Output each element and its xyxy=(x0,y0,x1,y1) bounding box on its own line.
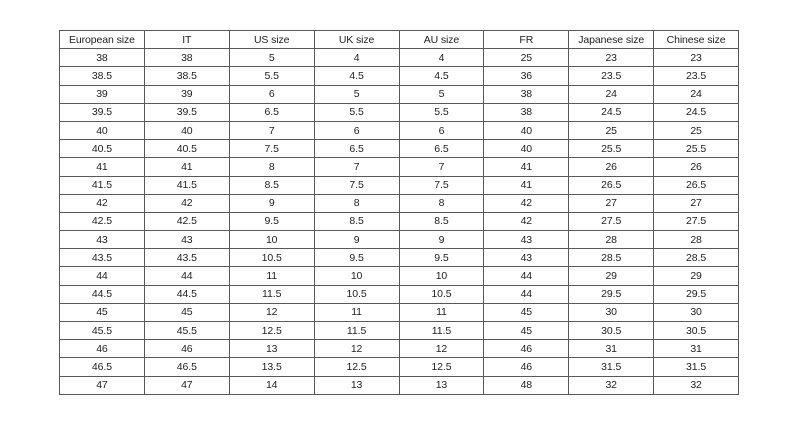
table-cell: 26 xyxy=(569,158,654,176)
table-cell: 8.5 xyxy=(229,176,314,194)
table-cell: 24.5 xyxy=(569,103,654,121)
table-cell: 5.5 xyxy=(229,67,314,85)
table-cell: 43.5 xyxy=(144,249,229,267)
table-cell: 44 xyxy=(144,267,229,285)
column-header: Chinese size xyxy=(654,31,739,49)
table-cell: 41 xyxy=(484,176,569,194)
table-cell: 10.5 xyxy=(314,285,399,303)
table-cell: 41.5 xyxy=(144,176,229,194)
table-cell: 30 xyxy=(569,303,654,321)
table-cell: 40.5 xyxy=(60,140,145,158)
column-header: AU size xyxy=(399,31,484,49)
table-cell: 42.5 xyxy=(60,212,145,230)
table-cell: 46 xyxy=(60,340,145,358)
table-cell: 32 xyxy=(569,376,654,394)
table-cell: 12 xyxy=(399,340,484,358)
table-cell: 26 xyxy=(654,158,739,176)
table-cell: 40 xyxy=(60,121,145,139)
table-cell: 46 xyxy=(484,358,569,376)
table-cell: 14 xyxy=(229,376,314,394)
table-cell: 6 xyxy=(399,121,484,139)
table-cell: 10.5 xyxy=(229,249,314,267)
table-cell: 44 xyxy=(484,267,569,285)
table-cell: 40 xyxy=(484,140,569,158)
table-cell: 38 xyxy=(484,103,569,121)
table-cell: 45.5 xyxy=(144,322,229,340)
table-row xyxy=(60,376,739,394)
table-cell: 23.5 xyxy=(654,67,739,85)
table-cell: 9 xyxy=(399,231,484,249)
table-cell: 39.5 xyxy=(144,103,229,121)
column-header: IT xyxy=(144,31,229,49)
column-header: FR xyxy=(484,31,569,49)
table-cell: 40.5 xyxy=(144,140,229,158)
table-row xyxy=(60,103,739,121)
table-cell: 31 xyxy=(654,340,739,358)
table-cell: 11 xyxy=(399,303,484,321)
table-cell: 39 xyxy=(60,85,145,103)
table-cell: 23.5 xyxy=(569,67,654,85)
table-cell: 5.5 xyxy=(399,103,484,121)
table-cell: 45.5 xyxy=(60,322,145,340)
table-cell: 25 xyxy=(484,49,569,67)
table-cell: 38 xyxy=(60,49,145,67)
table-row xyxy=(60,303,739,321)
table-cell: 5 xyxy=(229,49,314,67)
table-cell: 9 xyxy=(314,231,399,249)
table-cell: 11.5 xyxy=(314,322,399,340)
table-cell: 12 xyxy=(229,303,314,321)
table-cell: 44.5 xyxy=(60,285,145,303)
table-cell: 29.5 xyxy=(654,285,739,303)
table-cell: 43.5 xyxy=(60,249,145,267)
table-cell: 11 xyxy=(229,267,314,285)
table-cell: 41 xyxy=(484,158,569,176)
table-cell: 10 xyxy=(399,267,484,285)
table-cell: 7 xyxy=(314,158,399,176)
table-cell: 41.5 xyxy=(60,176,145,194)
table-cell: 42.5 xyxy=(144,212,229,230)
table-cell: 27.5 xyxy=(654,212,739,230)
table-cell: 30.5 xyxy=(569,322,654,340)
table-cell: 40 xyxy=(144,121,229,139)
table-cell: 7 xyxy=(399,158,484,176)
table-cell: 13 xyxy=(399,376,484,394)
table-cell: 42 xyxy=(144,194,229,212)
table-row xyxy=(60,285,739,303)
table-cell: 25.5 xyxy=(569,140,654,158)
table-cell: 10.5 xyxy=(399,285,484,303)
table-cell: 28.5 xyxy=(569,249,654,267)
table-cell: 42 xyxy=(60,194,145,212)
size-conversion-table xyxy=(59,30,739,395)
table-cell: 12.5 xyxy=(314,358,399,376)
table-cell: 43 xyxy=(484,249,569,267)
table-cell: 44 xyxy=(484,285,569,303)
table-cell: 8.5 xyxy=(314,212,399,230)
table-cell: 31 xyxy=(569,340,654,358)
table-cell: 9.5 xyxy=(399,249,484,267)
table-row xyxy=(60,212,739,230)
table-cell: 8.5 xyxy=(399,212,484,230)
table-cell: 8 xyxy=(314,194,399,212)
table-cell: 24.5 xyxy=(654,103,739,121)
table-cell: 44 xyxy=(60,267,145,285)
table-row xyxy=(60,194,739,212)
table-cell: 40 xyxy=(484,121,569,139)
table-cell: 38 xyxy=(484,85,569,103)
table-cell: 48 xyxy=(484,376,569,394)
column-header: European size xyxy=(60,31,145,49)
table-cell: 7.5 xyxy=(314,176,399,194)
table-row xyxy=(60,322,739,340)
table-row xyxy=(60,158,739,176)
table-cell: 23 xyxy=(654,49,739,67)
table-cell: 32 xyxy=(654,376,739,394)
table-cell: 45 xyxy=(484,322,569,340)
table-row xyxy=(60,121,739,139)
table-cell: 38 xyxy=(144,49,229,67)
table-cell: 6 xyxy=(314,121,399,139)
header-row xyxy=(60,31,739,49)
table-cell: 11.5 xyxy=(229,285,314,303)
table-cell: 31.5 xyxy=(569,358,654,376)
table-cell: 8 xyxy=(229,158,314,176)
table-cell: 43 xyxy=(144,231,229,249)
table-cell: 46.5 xyxy=(60,358,145,376)
table-cell: 4.5 xyxy=(399,67,484,85)
table-row xyxy=(60,140,739,158)
table-cell: 47 xyxy=(60,376,145,394)
table-cell: 6.5 xyxy=(314,140,399,158)
table-cell: 46 xyxy=(484,340,569,358)
table-cell: 23 xyxy=(569,49,654,67)
table-cell: 6 xyxy=(229,85,314,103)
table-row xyxy=(60,358,739,376)
table-cell: 24 xyxy=(569,85,654,103)
table-cell: 41 xyxy=(60,158,145,176)
table-cell: 10 xyxy=(229,231,314,249)
table-cell: 10 xyxy=(314,267,399,285)
table-cell: 13 xyxy=(229,340,314,358)
table-cell: 11.5 xyxy=(399,322,484,340)
table-cell: 24 xyxy=(654,85,739,103)
table-cell: 26.5 xyxy=(654,176,739,194)
table-cell: 29 xyxy=(569,267,654,285)
table-cell: 28.5 xyxy=(654,249,739,267)
table-cell: 13.5 xyxy=(229,358,314,376)
table-cell: 46.5 xyxy=(144,358,229,376)
table-cell: 47 xyxy=(144,376,229,394)
table-cell: 11 xyxy=(314,303,399,321)
table-cell: 29.5 xyxy=(569,285,654,303)
table-cell: 25 xyxy=(569,121,654,139)
table-row xyxy=(60,49,739,67)
table-cell: 25 xyxy=(654,121,739,139)
table-cell: 4 xyxy=(399,49,484,67)
table-cell: 43 xyxy=(60,231,145,249)
table-cell: 30.5 xyxy=(654,322,739,340)
table-cell: 5 xyxy=(399,85,484,103)
table-cell: 36 xyxy=(484,67,569,85)
table-cell: 9.5 xyxy=(229,212,314,230)
table-row xyxy=(60,231,739,249)
table-cell: 38.5 xyxy=(60,67,145,85)
table-cell: 30 xyxy=(654,303,739,321)
table-row xyxy=(60,267,739,285)
table-cell: 4.5 xyxy=(314,67,399,85)
table-cell: 7 xyxy=(229,121,314,139)
table-cell: 27.5 xyxy=(569,212,654,230)
table-cell: 44.5 xyxy=(144,285,229,303)
table-cell: 5.5 xyxy=(314,103,399,121)
table-cell: 27 xyxy=(654,194,739,212)
table-cell: 28 xyxy=(569,231,654,249)
column-header: UK size xyxy=(314,31,399,49)
column-header: US size xyxy=(229,31,314,49)
table-row xyxy=(60,67,739,85)
table-cell: 43 xyxy=(484,231,569,249)
table-row xyxy=(60,249,739,267)
table-cell: 45 xyxy=(484,303,569,321)
table-cell: 31.5 xyxy=(654,358,739,376)
table-cell: 13 xyxy=(314,376,399,394)
table-cell: 28 xyxy=(654,231,739,249)
table-cell: 6.5 xyxy=(229,103,314,121)
table-cell: 25.5 xyxy=(654,140,739,158)
table-cell: 39 xyxy=(144,85,229,103)
table-cell: 26.5 xyxy=(569,176,654,194)
table-cell: 42 xyxy=(484,194,569,212)
table-cell: 5 xyxy=(314,85,399,103)
table-cell: 46 xyxy=(144,340,229,358)
table-row xyxy=(60,340,739,358)
table-row xyxy=(60,85,739,103)
table-cell: 4 xyxy=(314,49,399,67)
table-cell: 42 xyxy=(484,212,569,230)
table-cell: 29 xyxy=(654,267,739,285)
table-cell: 45 xyxy=(144,303,229,321)
table-cell: 39.5 xyxy=(60,103,145,121)
table-cell: 12 xyxy=(314,340,399,358)
table-cell: 45 xyxy=(60,303,145,321)
table-cell: 9.5 xyxy=(314,249,399,267)
table-cell: 8 xyxy=(399,194,484,212)
table-cell: 7.5 xyxy=(399,176,484,194)
table-cell: 9 xyxy=(229,194,314,212)
table-cell: 27 xyxy=(569,194,654,212)
column-header: Japanese size xyxy=(569,31,654,49)
table-cell: 12.5 xyxy=(399,358,484,376)
table-cell: 12.5 xyxy=(229,322,314,340)
table-cell: 6.5 xyxy=(399,140,484,158)
table-cell: 38.5 xyxy=(144,67,229,85)
table-cell: 41 xyxy=(144,158,229,176)
table-cell: 7.5 xyxy=(229,140,314,158)
table-row xyxy=(60,176,739,194)
